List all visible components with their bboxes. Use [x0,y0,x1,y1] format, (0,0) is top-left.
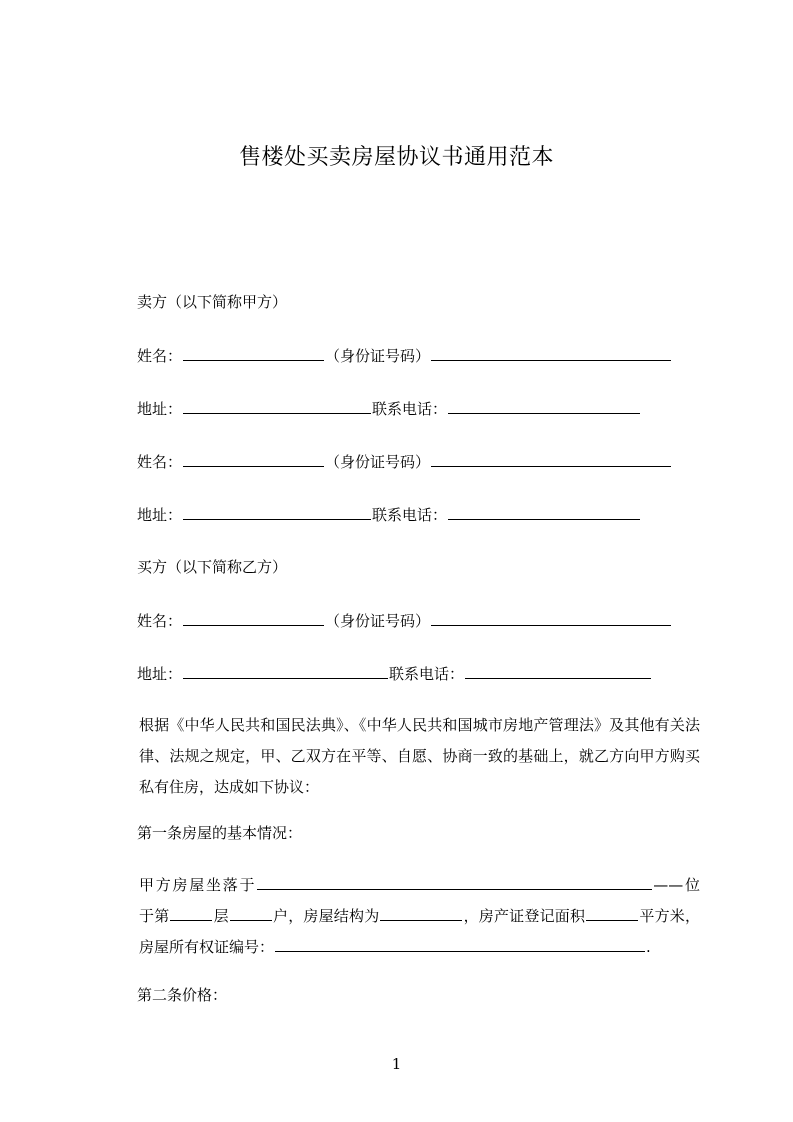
id-label: （身份证号码） [325,453,431,471]
buyer-address-row [137,663,652,684]
document-title: 售楼处买卖房屋协议书通用范本 [238,145,554,170]
unit-blank[interactable] [230,905,272,921]
buyer-heading: 买方（以下简称乙方） [137,558,288,576]
article2-heading: 第二条价格： [137,986,228,1004]
article1-end-period: . [646,938,651,956]
seller1-name-blank[interactable] [183,345,324,361]
seller2-address-row [137,504,641,525]
seller2-id-blank[interactable] [431,451,671,467]
floor-blank[interactable] [170,905,212,921]
name-label: 姓名： [137,347,183,365]
seller1-address-blank[interactable] [183,398,371,414]
seller-heading: 卖方（以下简称甲方） [137,293,288,311]
seller1-id-blank[interactable] [431,345,671,361]
phone-label: 联系电话： [389,665,465,683]
address-label: 地址： [137,665,183,683]
intro-paragraph-text: 根据《中华人民共和国民法典》、《中华人民共和国城市房地产管理法》及其他有关法律、法规之规定，甲、乙双方在平等、自愿、协商一致的基础上，就乙方向甲方购买私有住房，达成如下协议： [139,716,700,796]
buyer-name-row [137,610,672,631]
buyer-phone-blank[interactable] [465,663,651,679]
address-label: 地址： [137,400,183,418]
area-blank[interactable] [586,905,638,921]
article1-layer-label: 层 [213,907,229,925]
certificate-number-blank[interactable] [275,936,645,952]
article1-paragraph [105,870,700,963]
property-location-blank[interactable] [257,874,652,890]
name-label: 姓名： [137,612,183,630]
article1-structure-label: 户，房屋结构为 [272,907,380,925]
address-label: 地址： [137,506,183,524]
id-label: （身份证号码） [325,612,431,630]
name-label: 姓名： [137,453,183,471]
buyer-id-blank[interactable] [431,610,671,626]
phone-label: 联系电话： [372,506,448,524]
article1-area-label: ，房产证登记面积 [463,907,586,925]
phone-label: 联系电话： [372,400,448,418]
intro-paragraph [105,710,700,803]
seller1-address-row [137,398,641,419]
article1-location-label: 甲方房屋坐落于 [139,876,257,894]
id-label: （身份证号码） [325,347,431,365]
buyer-address-blank[interactable] [183,663,388,679]
structure-blank[interactable] [380,905,462,921]
seller2-phone-blank[interactable] [448,504,640,520]
seller1-phone-blank[interactable] [448,398,640,414]
article1-heading: 第一条房屋的基本情况： [137,824,303,842]
article1-certificate-label: 平方米，房屋所有权证编号： [139,907,700,956]
buyer-name-blank[interactable] [183,610,324,626]
seller2-address-blank[interactable] [183,504,371,520]
seller1-name-row [137,345,672,366]
article1-text [105,870,700,963]
page-number: 1 [391,1055,402,1073]
article1-floor-label: ——位于第 [139,876,700,925]
seller2-name-blank[interactable] [183,451,324,467]
seller2-name-row [137,451,672,472]
